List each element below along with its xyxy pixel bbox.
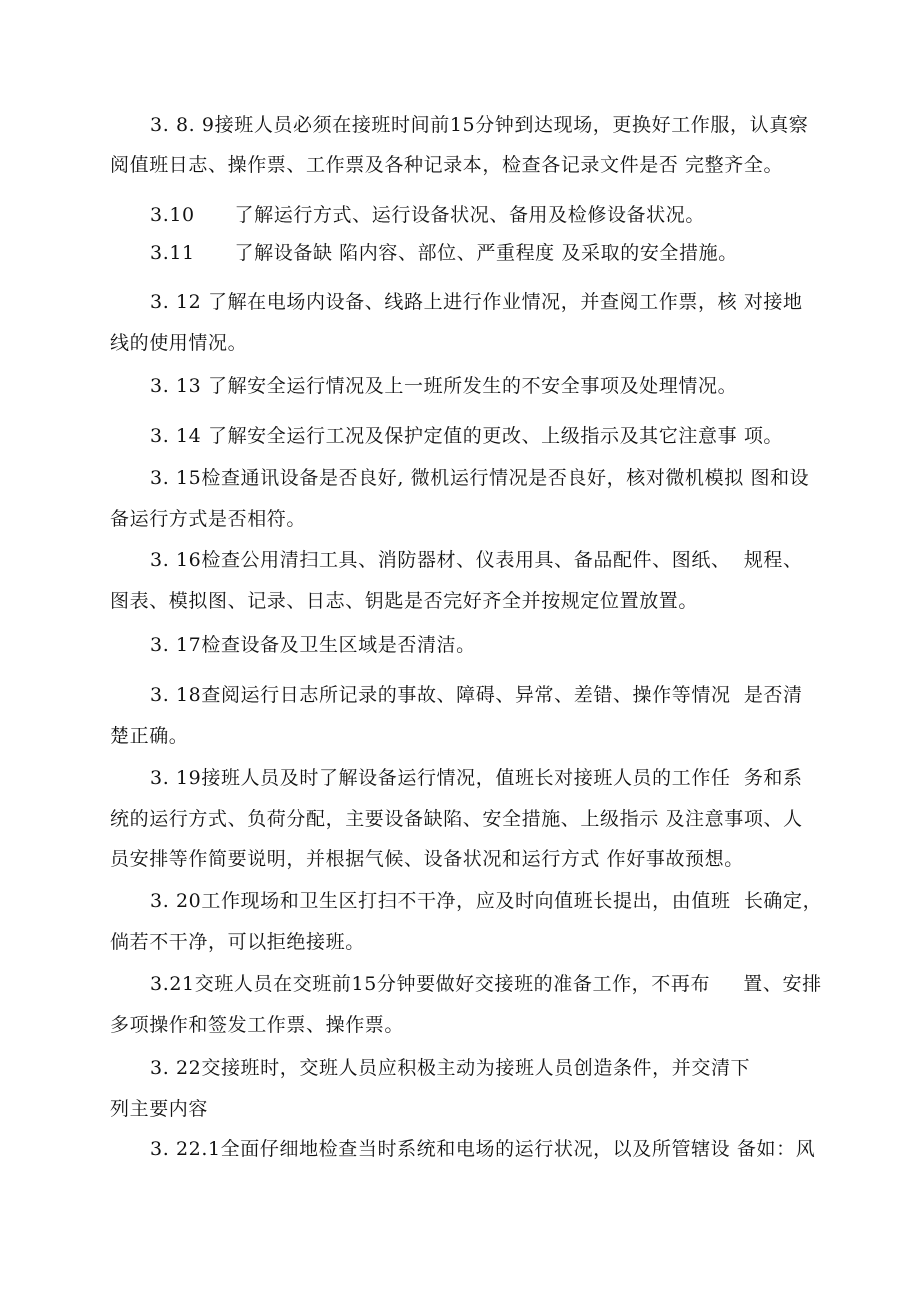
paragraph-3-15-line-2: 备运行方式是否相符。 — [110, 508, 307, 530]
paragraph-3-15-line-1: 3. 15检查通讯设备是否良好, 微机运行情况是否良好，核对微机模拟 图和设 — [150, 467, 810, 489]
paragraph-3-8-9-line-1: 3. 8. 9接班人员必须在接班时间前15分钟到达现场，更换好工作服，认真察 — [150, 114, 809, 136]
paragraph-3-19-line-1: 3. 19接班人员及时了解设备运行情况，值班长对接班人员的工作任 务和系 — [150, 767, 803, 789]
paragraph-3-14: 3. 14 了解安全运行工况及保护定值的更改、上级指示及其它注意事 项。 — [150, 425, 784, 447]
paragraph-3-22-line-1: 3. 22交接班时，交班人员应积极主动为接班人员创造条件，并交清下 — [150, 1057, 751, 1079]
paragraph-3-12-line-1: 3. 12 了解在电场内设备、线路上进行作业情况，并查阅工作票，核 对接地 — [150, 291, 803, 313]
paragraph-3-20-line-1: 3. 20工作现场和卫生区打扫不干净，应及时向值班长提出，由值班 长确定， — [150, 890, 823, 912]
paragraph-3-18-line-1: 3. 18查阅运行日志所记录的事故、障碍、异常、差错、操作等情况 是否清 — [150, 684, 803, 706]
paragraph-3-18-line-2: 楚正确。 — [110, 725, 189, 747]
paragraph-3-16-line-1: 3. 16检查公用清扫工具、消防器材、仪表用具、备品配件、图纸、 规程、 — [150, 549, 803, 571]
paragraph-3-8-9-line-2: 阅值班日志、操作票、工作票及各种记录本，检查各记录文件是否 完整齐全。 — [110, 154, 784, 176]
paragraph-3-17: 3. 17检查设备及卫生区域是否清洁。 — [150, 634, 476, 656]
paragraph-3-16-line-2: 图表、模拟图、记录、日志、钥匙是否完好齐全并按规定位置放置。 — [110, 590, 699, 612]
paragraph-3-22-line-2: 列主要内容 — [110, 1098, 209, 1120]
paragraph-3-12-line-2: 线的使用情况。 — [110, 332, 248, 354]
paragraph-3-11: 3.11 了解设备缺 陷内容、部位、严重程度 及采取的安全措施。 — [150, 242, 738, 264]
paragraph-3-13: 3. 13 了解安全运行情况及上一班所发生的不安全事项及处理情况。 — [150, 375, 738, 397]
paragraph-3-19-line-3: 员安排等作简要说明，并根据气候、设备状况和运行方式 作好事故预想。 — [110, 848, 744, 870]
paragraph-3-22-1: 3. 22.1全面仔细地检查当时系统和电场的运行状况，以及所管辖设 备如：风 — [150, 1138, 816, 1160]
paragraph-3-19-line-2: 统的运行方式、负荷分配，主要设备缺陷、安全措施、上级指示 及注意事项、人 — [110, 808, 803, 830]
paragraph-3-20-line-2: 倘若不干净，可以拒绝接班。 — [110, 931, 365, 953]
paragraph-3-21-line-2: 多项操作和签发工作票、操作票。 — [110, 1014, 405, 1036]
paragraph-3-10: 3.10 了解运行方式、运行设备状况、备用及检修设备状况。 — [150, 204, 705, 226]
paragraph-3-21-line-1: 3.21交班人员在交班前15分钟要做好交接班的准备工作，不再布 置、安排 — [150, 973, 822, 995]
